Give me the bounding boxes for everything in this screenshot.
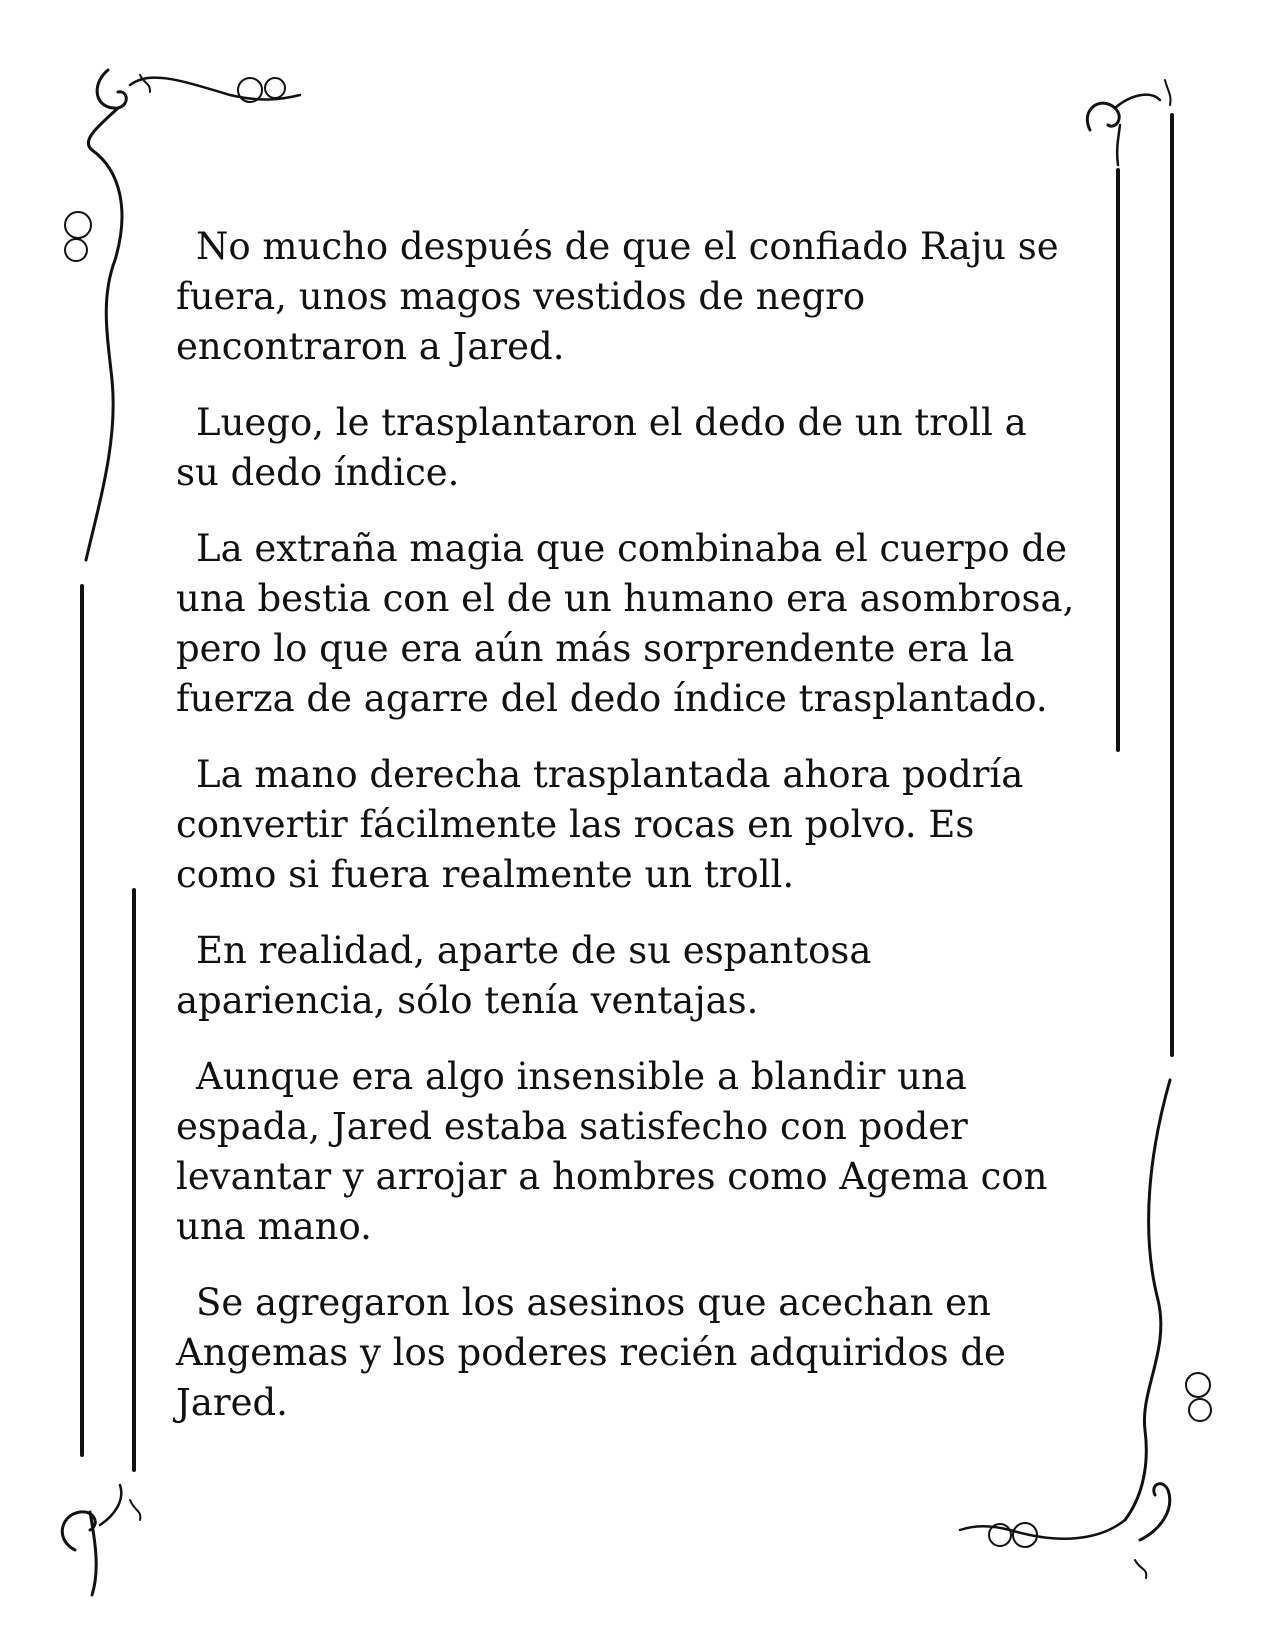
paragraph-1: No mucho después de que el confiado Raju se fuera, unos magos vestidos de negro encontraron a Jared. [176,225,1059,368]
paragraph-7: Se agregaron los asesinos que acechan en Angemas y los poderes recién adquiridos de Jared. [176,1281,1006,1424]
body-text [176,222,1076,1454]
paragraph-3: La extraña magia que combinaba el cuerpo de una bestia con el de un humano era asombrosa, pero lo que era aún más sorprendente era la fuerza de agarre del dedo índice trasplantado. [176,527,1075,720]
top-right-flourish-icon [1087,80,1170,165]
paragraph-2: Luego, le trasplantaron el dedo de un troll a su dedo índice. [176,401,1027,494]
paragraph-6: Aunque era algo insensible a blandir una espada, Jared estaba satisfecho con poder levantar y arrojar a hombres como Agema con una mano. [176,1055,1048,1248]
paragraph-5: En realidad, aparte de su espantosa apariencia, sólo tenía ventajas. [176,929,872,1022]
bottom-left-flourish-icon [62,1485,140,1595]
paragraph-4: La mano derecha trasplantada ahora podría convertir fácilmente las rocas en polvo. Es como si fuera realmente un troll. [176,753,1024,896]
